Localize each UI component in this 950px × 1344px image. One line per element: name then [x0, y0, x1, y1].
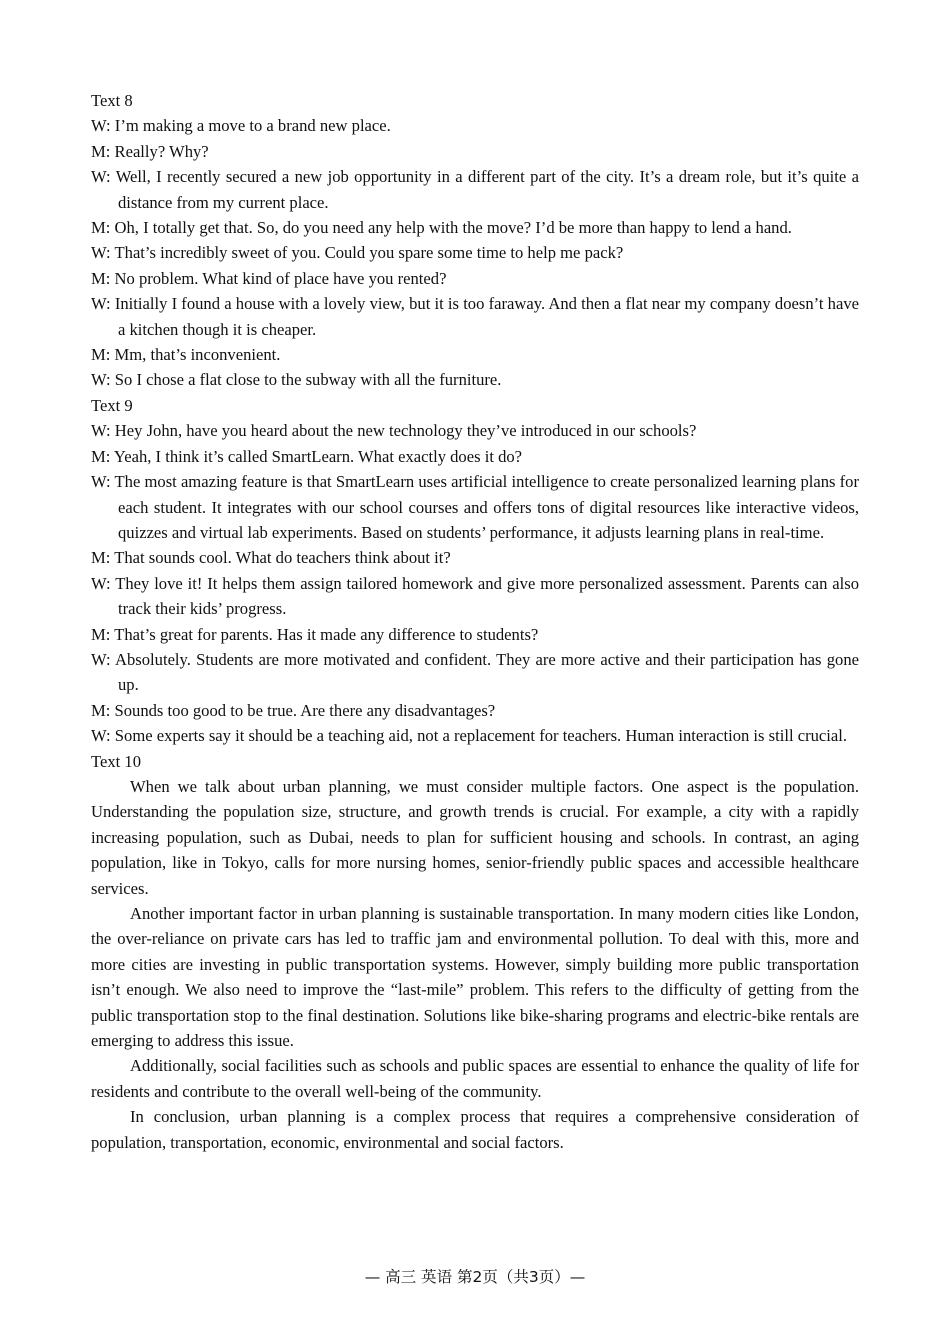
passage-paragraph: Additionally, social facilities such as schools and public spaces are essential to enhance the quality of life for residents and contribute to the overall well-being of the community.	[91, 1056, 859, 1101]
dialogue-line: W: Initially I found a house with a lovely view, but it is too faraway. And then a flat near my company doesn’t have a kitchen though it is cheaper.	[91, 294, 859, 339]
dialogue-line: M: Sounds too good to be true. Are there any disadvantages?	[91, 700, 496, 720]
dialogue-line: W: That’s incredibly sweet of you. Could you spare some time to help me pack?	[91, 243, 624, 263]
passage-paragraph: When we talk about urban planning, we must consider multiple factors. One aspect is the population. Understanding the population size, structure, and growth trends is crucial. For example, a city with a rapidly increasing population, such as Dubai, needs to plan for sufficient housing and schools. In contrast, an aging population, like in Tokyo, calls for more nursing homes, senior-friendly public spaces and accessible healthcare services.	[91, 776, 859, 898]
dialogue-line: W: Absolutely. Students are more motivated and confident. They are more active and their participation has gone up.	[91, 649, 859, 695]
dialogue-line: W: So I chose a flat close to the subway with all the furniture.	[91, 370, 502, 390]
dialogue-line: M: Oh, I totally get that. So, do you need any help with the move? I’d be more than happy to lend a hand.	[91, 218, 792, 238]
document-page	[91, 88, 859, 1155]
passage-paragraph: In conclusion, urban planning is a complex process that requires a comprehensive consideration of population, transportation, economic, environmental and social factors.	[91, 1107, 859, 1152]
dialogue-line: M: No problem. What kind of place have you rented?	[91, 268, 447, 288]
dialogue-line: W: Hey John, have you heard about the new technology they’ve introduced in our schools?	[91, 421, 697, 441]
text10-heading: Text 10	[91, 751, 141, 771]
page-footer: — 高三 英语 第2页（共3页）—	[364, 1268, 586, 1286]
text9-heading: Text 9	[91, 395, 133, 415]
dialogue-line: M: That’s great for parents. Has it made any difference to students?	[91, 624, 539, 644]
dialogue-line: W: I’m making a move to a brand new place.	[91, 116, 391, 136]
dialogue-line: W: Well, I recently secured a new job opportunity in a different part of the city. It’s a dream role, but it’s quite a distance from my current place.	[91, 167, 859, 212]
dialogue-line: W: Some experts say it should be a teaching aid, not a replacement for teachers. Human interaction is still crucial.	[91, 726, 847, 746]
dialogue-line: W: They love it! It helps them assign tailored homework and give more personalized assessment. Parents can also track their kids’ progress.	[91, 573, 859, 619]
dialogue-line: M: Mm, that’s inconvenient.	[91, 345, 281, 365]
text8-heading: Text 8	[91, 91, 133, 110]
dialogue-line: W: The most amazing feature is that SmartLearn uses artificial intelligence to create personalized learning plans for each student. It integrates with our school courses and offers tons of digital resources like interactive videos, quizzes and virtual lab experiments. Based on students’ performance, it adjusts learning plans in real-time.	[91, 472, 859, 542]
dialogue-line: M: Yeah, I think it’s called SmartLearn. What exactly does it do?	[91, 446, 523, 466]
dialogue-line: M: That sounds cool. What do teachers think about it?	[91, 548, 451, 568]
dialogue-line: M: Really? Why?	[91, 141, 209, 161]
passage-paragraph: Another important factor in urban planning is sustainable transportation. In many modern cities like London, the over-reliance on private cars has led to traffic jam and environmental pollution. To deal with this, more and more cities are investing in public transportation systems. However, simply building more public transportation isn’t enough. We also need to improve the “last-mile” problem. This refers to the difficulty of getting from the public transportation stop to the final destination. Solutions like bike-sharing programs and electric-bike rentals are emerging to address this issue.	[91, 904, 859, 1051]
